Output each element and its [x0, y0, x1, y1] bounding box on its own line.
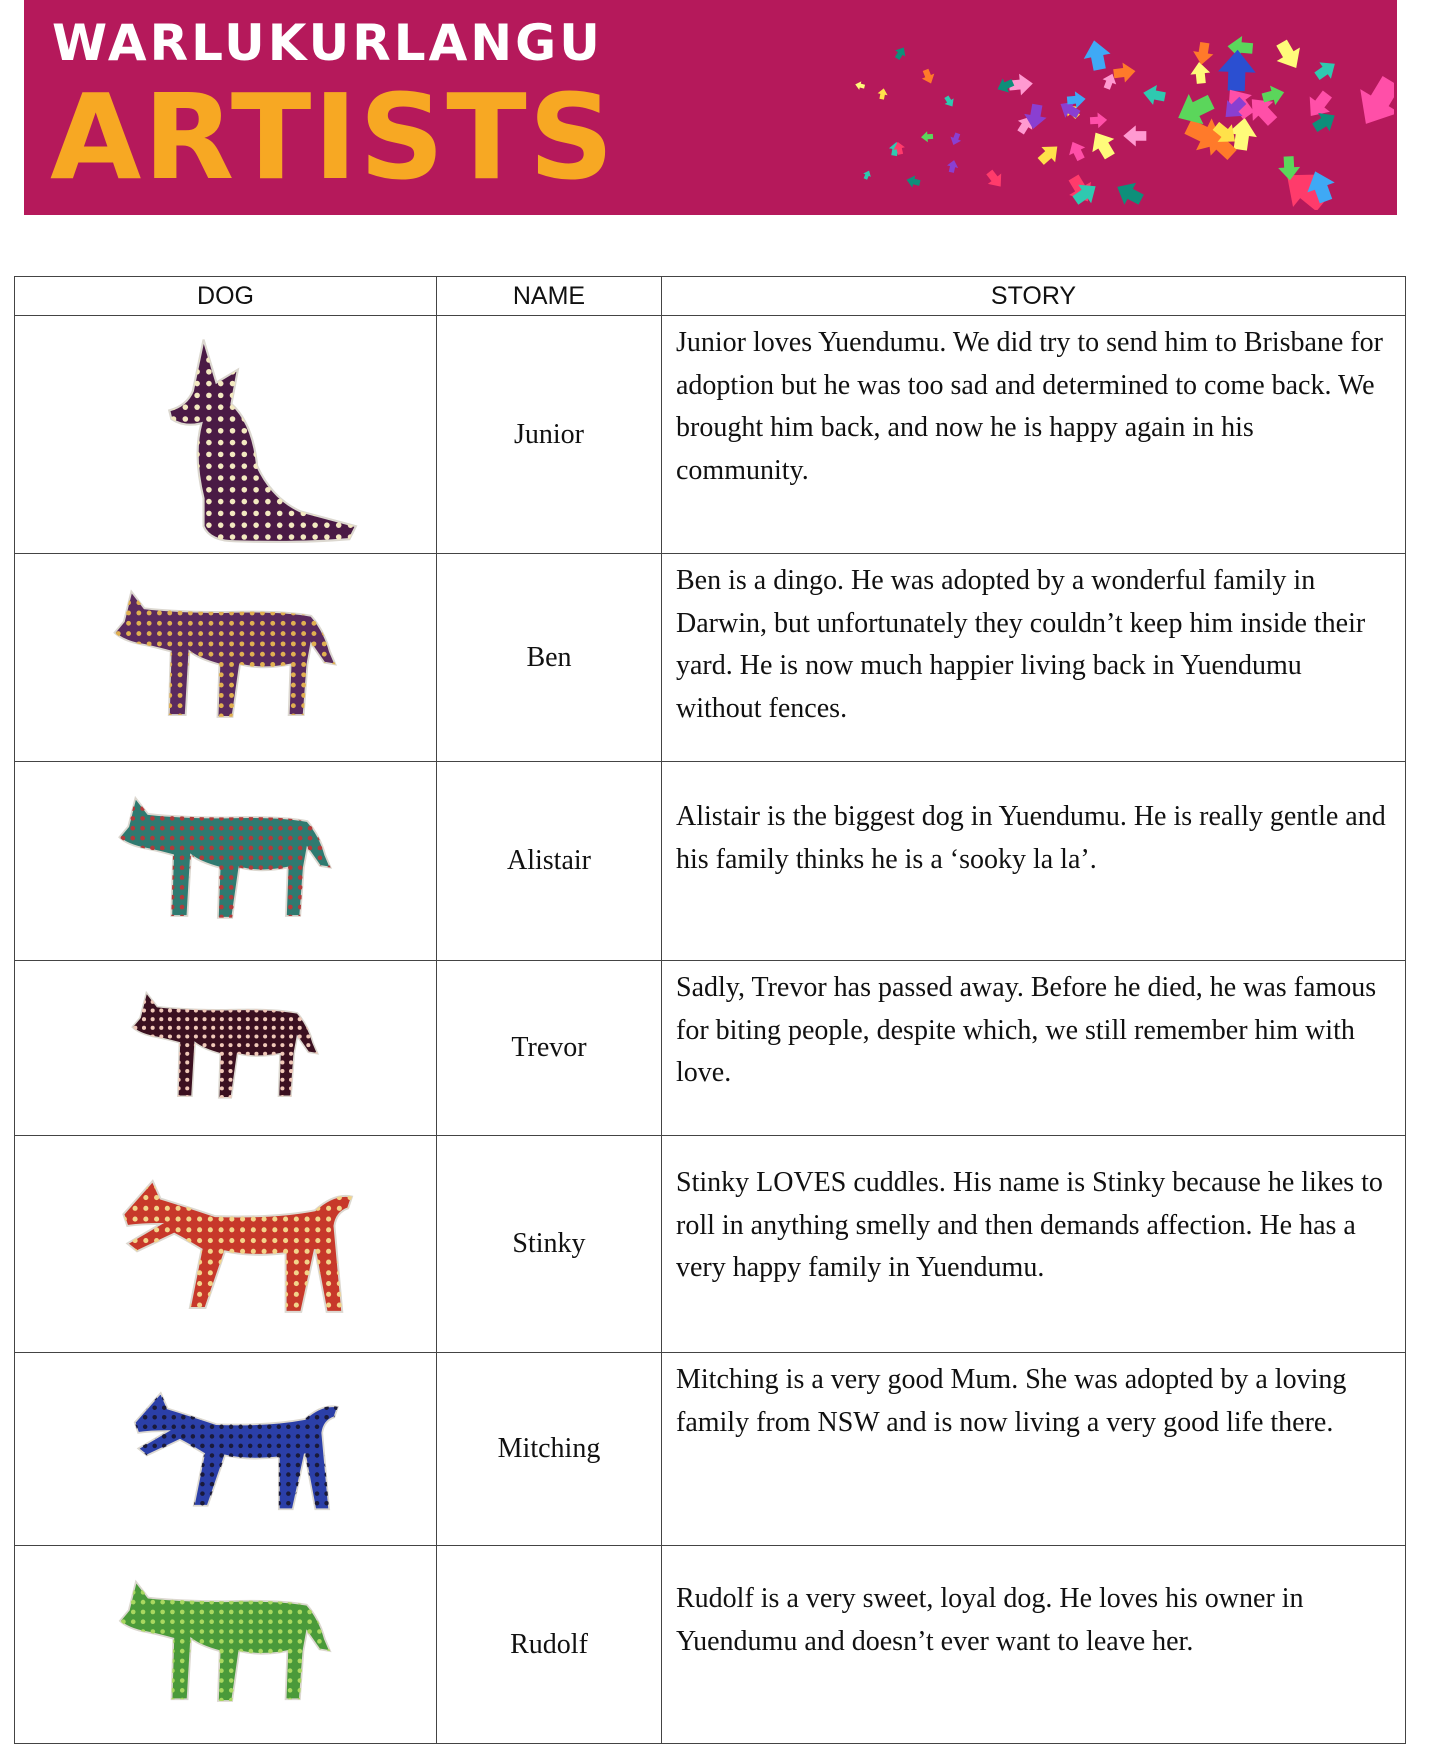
table-row: [15, 1136, 1406, 1353]
table-row: [15, 1353, 1406, 1546]
header-name: NAME: [437, 277, 662, 316]
arrow-shape: [1270, 36, 1308, 75]
banner-title-main: ARTISTS: [50, 68, 616, 206]
dog-junior-image: [15, 316, 435, 552]
table-header-row: [15, 277, 1406, 316]
arrow-shape: [1081, 38, 1113, 72]
dog-ben-image: [15, 554, 435, 760]
dog-name-cell: Rudolf: [437, 1546, 662, 1744]
arrow-shape: [942, 94, 957, 109]
arrow-shape: [1111, 176, 1147, 210]
dog-name-cell: Ben: [437, 554, 662, 762]
table-row: [15, 961, 1406, 1136]
arrow-shape: [1189, 61, 1211, 85]
arrow-shape: [892, 44, 909, 61]
arrows-decoration: [804, 5, 1394, 210]
dog-image-cell: [15, 554, 437, 762]
arrow-shape: [877, 87, 889, 100]
arrow-shape: [1191, 41, 1215, 66]
dog-story-cell: Junior loves Yuendumu. We did try to send him to Brisbane for adoption but he was too sad and determined to come back. We brought him back, and now he is happy again in his community.: [662, 316, 1406, 554]
dog-rudolf-image: [15, 1546, 435, 1742]
dog-stories-table: [14, 276, 1406, 1744]
arrow-shape: [1217, 49, 1256, 91]
dog-name-cell: Stinky: [437, 1136, 662, 1353]
arrow-shape: [921, 131, 934, 143]
arrow-shape: [1113, 61, 1137, 84]
dog-story-cell: Ben is a dingo. He was adopted by a wonderful family in Darwin, but unfortunately they couldn’t keep him inside their yard. He is now much happier living back in Yuendumu without fences.: [662, 554, 1406, 762]
dog-silhouette: [135, 1393, 338, 1509]
arrow-shape: [948, 131, 963, 147]
arrow-shape: [919, 67, 937, 86]
arrow-shape: [946, 159, 960, 174]
dog-stinky-image: [15, 1136, 435, 1351]
dog-trevor-image: [15, 961, 435, 1134]
dog-image-cell: [15, 961, 437, 1136]
dog-image-cell: [15, 1136, 437, 1353]
table-row: [15, 316, 1406, 554]
arrow-shape: [854, 80, 865, 91]
dog-name-cell: Alistair: [437, 762, 662, 961]
arrow-shape: [983, 167, 1008, 192]
arrow-shape: [1123, 125, 1146, 146]
dog-story-cell: Stinky LOVES cuddles. His name is Stinky because he likes to roll in anything smelly and then demands affection. He has a very happy family in Yuendumu.: [662, 1136, 1406, 1353]
dog-story-cell: Rudolf is a very sweet, loyal dog. He loves his owner in Yuendumu and doesn’t ever want to leave her.: [662, 1546, 1406, 1744]
dog-silhouette: [169, 340, 356, 542]
dog-name-cell: Trevor: [437, 961, 662, 1136]
header-dog: DOG: [15, 277, 437, 316]
banner-title-top: WARLUKURLANGU: [52, 14, 603, 72]
dog-alistair-image: [15, 762, 435, 959]
arrow-shape: [862, 169, 873, 181]
arrow-shape: [994, 75, 1016, 96]
dog-story-cell: Alistair is the biggest dog in Yuendumu. He is really gentle and his family thinks he is a ‘sooky la la’.: [662, 762, 1406, 961]
arrow-shape: [1085, 126, 1121, 163]
dog-image-cell: [15, 1353, 437, 1546]
arrow-shape: [1311, 56, 1340, 85]
table-row: [15, 762, 1406, 961]
arrow-shape: [1141, 83, 1167, 107]
dog-story-cell: Sadly, Trevor has passed away. Before he died, he was famous for biting people, despite which, we still remember him with love.: [662, 961, 1406, 1136]
table-row: [15, 554, 1406, 762]
dog-image-cell: [15, 1546, 437, 1744]
dog-image-cell: [15, 316, 437, 554]
dog-name-cell: Mitching: [437, 1353, 662, 1546]
arrow-shape: [905, 174, 921, 189]
arrow-shape: [1346, 70, 1394, 136]
arrow-shape: [1090, 112, 1108, 128]
dog-story-cell: Mitching is a very good Mum. She was adopted by a loving family from NSW and is now living a very good life there.: [662, 1353, 1406, 1546]
arrow-shape: [1034, 139, 1064, 169]
header-story: STORY: [662, 277, 1406, 316]
header-banner: [24, 0, 1397, 215]
dog-image-cell: [15, 762, 437, 961]
arrow-shape: [1065, 138, 1090, 163]
dog-silhouette: [123, 1181, 352, 1312]
dog-mitching-image: [15, 1353, 435, 1544]
table-row: [15, 1546, 1406, 1744]
dog-name-cell: Junior: [437, 316, 662, 554]
